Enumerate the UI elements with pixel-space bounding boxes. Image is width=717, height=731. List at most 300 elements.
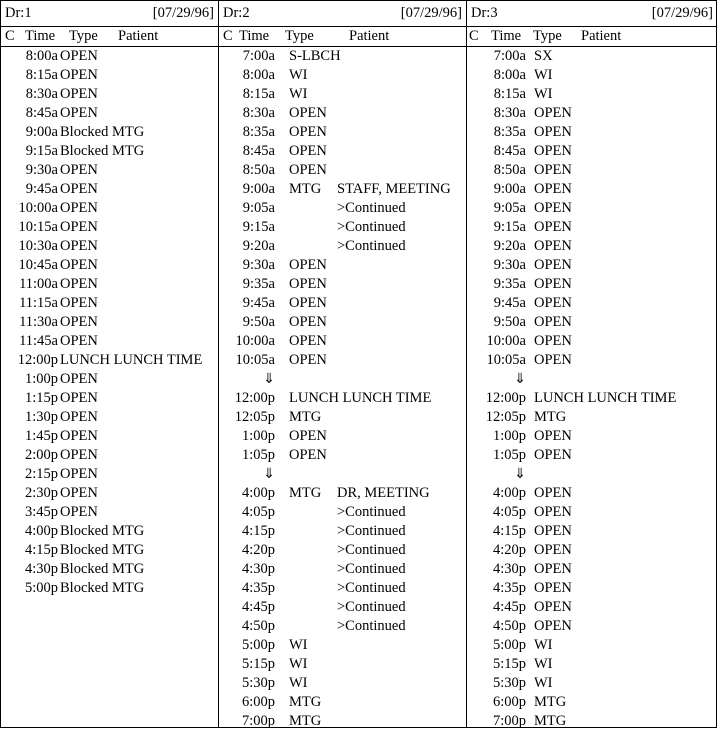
appointment-slot[interactable] [467,123,717,142]
slot-time: 9:20a [242,238,275,254]
heading-type: Type [533,28,562,44]
slot-time: 5:00p [24,580,58,596]
slot-type: OPEN [289,428,327,444]
slot-time: 4:00p [241,485,275,501]
appointment-slot[interactable] [219,389,466,408]
appointment-slot[interactable] [467,617,717,636]
heading-patient: Patient [581,28,622,44]
slot-time: 12:05p [485,409,526,425]
continuation-arrow-row [467,465,717,484]
slot-time: 1:00p [24,371,58,387]
appointment-slot[interactable] [219,541,466,560]
slot-time: 7:00p [492,713,526,729]
slot-type: OPEN [534,523,572,539]
appointment-slot[interactable] [1,484,218,503]
schedule-date: [07/29/96] [400,5,462,21]
appointment-slot[interactable] [467,218,717,237]
slot-time: 5:30p [492,675,526,691]
continuation-arrow-row [219,465,466,484]
slot-type: OPEN [289,276,327,292]
slot-time: 12:00p [17,352,58,368]
slot-type: OPEN [534,542,572,558]
down-arrow-icon: ⇓ [514,466,526,482]
slot-type: OPEN [289,257,327,273]
slot-type: MTG [534,409,567,425]
slot-type: OPEN [534,352,572,368]
slot-type: Blocked MTG [60,523,145,539]
slot-time: 5:00p [241,637,275,653]
appointment-slot[interactable] [467,712,717,731]
appointment-slot[interactable] [1,275,218,294]
slot-time: 4:50p [492,618,526,634]
slot-time: 8:35a [242,124,275,140]
appointment-slot[interactable] [219,104,466,123]
slot-time: 4:15p [241,523,275,539]
slot-patient: >Continued [337,599,406,615]
appointment-slot[interactable] [1,66,218,85]
slot-type: MTG [289,694,322,710]
appointment-slot[interactable] [467,522,717,541]
appointment-slot[interactable] [1,560,218,579]
slot-type: Blocked MTG [60,124,145,140]
appointment-slot[interactable] [219,712,466,731]
appointment-slot[interactable] [1,541,218,560]
slot-type: WI [289,637,308,653]
slot-type: WI [534,67,553,83]
appointment-slot[interactable] [219,693,466,712]
slot-time: 2:15p [24,466,58,482]
slot-time: 7:00a [493,48,526,64]
appointment-slot[interactable] [1,85,218,104]
slot-type: WI [534,675,553,691]
slot-time: 8:00a [493,67,526,83]
slot-type: OPEN [60,238,98,254]
appointment-slot[interactable] [467,693,717,712]
appointment-slot[interactable] [219,522,466,541]
slot-time: 9:30a [493,257,526,273]
slot-patient: STAFF, MEETING [337,181,451,197]
slot-time: 1:30p [24,409,58,425]
appointment-slot[interactable] [219,161,466,180]
slot-time: 9:20a [493,238,526,254]
slot-time: 10:05a [235,352,275,368]
slot-time: 1:05p [492,447,526,463]
slot-type: S-LBCH [289,48,341,64]
slot-time: 8:35a [493,124,526,140]
slot-time: 8:30a [242,105,275,121]
appointment-slot[interactable] [1,47,218,66]
appointment-slot[interactable] [1,142,218,161]
slot-type: OPEN [534,105,572,121]
appointment-slot[interactable] [1,237,218,256]
appointment-slot[interactable] [1,104,218,123]
appointment-slot[interactable] [219,560,466,579]
slot-time: 10:00a [235,333,275,349]
slot-type: OPEN [534,314,572,330]
appointment-slot[interactable] [1,294,218,313]
slot-type: OPEN [60,200,98,216]
slot-type: Blocked MTG [60,542,145,558]
slot-time: 5:15p [241,656,275,672]
slot-time: 4:30p [492,561,526,577]
slot-time: 8:30a [25,86,58,102]
appointment-slot[interactable] [1,256,218,275]
appointment-slot[interactable] [467,560,717,579]
slot-patient: >Continued [337,542,406,558]
slot-type: OPEN [534,599,572,615]
slot-patient: >Continued [337,219,406,235]
appointment-slot[interactable] [467,446,717,465]
appointment-slot[interactable] [1,389,218,408]
heading-patient: Patient [349,28,390,44]
appointment-slot[interactable] [219,598,466,617]
slot-type: OPEN [534,485,572,501]
slot-patient: >Continued [337,504,406,520]
appointment-slot[interactable] [219,237,466,256]
slot-time: 6:00p [241,694,275,710]
appointment-slot[interactable] [219,66,466,85]
slot-patient: >Continued [337,561,406,577]
appointment-slot[interactable] [219,294,466,313]
slot-time: 12:00p [485,390,526,406]
slot-time: 4:15p [492,523,526,539]
slot-type: OPEN [534,200,572,216]
slot-time: 11:15a [19,295,58,311]
slot-type: OPEN [60,333,98,349]
slot-time: 4:05p [241,504,275,520]
slot-time: 4:50p [241,618,275,634]
slot-time: 9:45a [242,295,275,311]
appointment-slot[interactable] [219,636,466,655]
doctor-column-2 [218,1,466,727]
doctor-column-1 [1,1,218,727]
appointment-slot[interactable] [1,332,218,351]
slot-type: OPEN [289,124,327,140]
slot-type: MTG [289,713,322,729]
slot-time: 1:15p [24,390,58,406]
appointment-slot[interactable] [467,541,717,560]
slot-time: 4:35p [241,580,275,596]
slot-time: 8:15a [493,86,526,102]
slot-time: 10:00a [18,200,58,216]
slot-type: WI [534,637,553,653]
slot-type: OPEN [60,67,98,83]
appointment-slot[interactable] [219,617,466,636]
appointment-list [1,47,218,598]
appointment-slot[interactable] [467,427,717,446]
appointment-slot[interactable] [219,674,466,693]
appointment-slot[interactable] [1,351,218,370]
appointment-slot[interactable] [467,275,717,294]
slot-type: LUNCH LUNCH TIME [289,390,432,406]
slot-type: OPEN [60,86,98,102]
down-arrow-icon: ⇓ [263,371,275,387]
slot-type: OPEN [289,352,327,368]
slot-time: 9:00a [25,124,58,140]
slot-type: OPEN [289,143,327,159]
slot-time: 9:30a [242,257,275,273]
slot-type: Blocked MTG [60,561,145,577]
slot-time: 1:00p [492,428,526,444]
appointment-slot[interactable] [219,351,466,370]
doctor-label: Dr:1 [5,5,32,21]
appointment-slot[interactable] [467,47,717,66]
slot-type: OPEN [60,390,98,406]
slot-time: 9:05a [493,200,526,216]
appointment-slot[interactable] [1,123,218,142]
slot-time: 4:00p [24,523,58,539]
slot-time: 8:45a [242,143,275,159]
heading-c: C [5,28,15,44]
slot-type: OPEN [60,48,98,64]
appointment-slot[interactable] [219,655,466,674]
column-headings [1,26,218,47]
slot-type: WI [534,86,553,102]
slot-type: OPEN [60,409,98,425]
slot-time: 3:45p [24,504,58,520]
appointment-slot[interactable] [219,142,466,161]
heading-c: C [469,28,479,44]
slot-type: WI [289,67,308,83]
appointment-slot[interactable] [1,579,218,598]
appointment-slot[interactable] [219,256,466,275]
appointment-slot[interactable] [467,351,717,370]
appointment-slot[interactable] [1,503,218,522]
appointment-slot[interactable] [1,218,218,237]
appointment-slot[interactable] [467,313,717,332]
slot-type: MTG [289,485,322,501]
slot-type: SX [534,48,553,64]
slot-time: 8:00a [242,67,275,83]
slot-time: 7:00p [241,713,275,729]
appointment-slot[interactable] [219,579,466,598]
slot-time: 1:05p [241,447,275,463]
slot-time: 5:15p [492,656,526,672]
slot-type: OPEN [534,561,572,577]
slot-time: 8:45a [493,143,526,159]
slot-type: LUNCH LUNCH TIME [60,352,203,368]
appointment-slot[interactable] [1,199,218,218]
heading-time: Time [25,28,56,44]
slot-time: 9:05a [242,200,275,216]
slot-time: 4:20p [241,542,275,558]
slot-time: 6:00p [492,694,526,710]
appointment-slot[interactable] [467,294,717,313]
doctor-column-3 [466,1,717,727]
appointment-slot[interactable] [219,332,466,351]
slot-time: 9:15a [493,219,526,235]
slot-time: 10:05a [486,352,526,368]
slot-time: 9:50a [493,314,526,330]
heading-patient: Patient [118,28,159,44]
down-arrow-icon: ⇓ [514,371,526,387]
appointment-slot[interactable] [1,161,218,180]
slot-patient: >Continued [337,200,406,216]
slot-time: 9:35a [242,276,275,292]
slot-time: 4:15p [24,542,58,558]
appointment-slot[interactable] [467,104,717,123]
appointment-slot[interactable] [467,579,717,598]
appointment-slot[interactable] [467,484,717,503]
slot-type: OPEN [60,428,98,444]
slot-time: 1:45p [24,428,58,444]
slot-type: OPEN [60,447,98,463]
slot-type: WI [289,675,308,691]
appointment-list [467,47,717,731]
appointment-slot[interactable] [1,522,218,541]
slot-type: LUNCH LUNCH TIME [534,390,677,406]
slot-time: 8:45a [25,105,58,121]
heading-time: Time [239,28,270,44]
slot-time: 9:15a [242,219,275,235]
slot-type: MTG [289,181,322,197]
slot-time: 9:00a [242,181,275,197]
appointment-slot[interactable] [467,256,717,275]
appointment-slot[interactable] [467,180,717,199]
slot-time: 5:00p [492,637,526,653]
slot-time: 9:50a [242,314,275,330]
slot-time: 4:45p [241,599,275,615]
slot-type: WI [534,656,553,672]
slot-type: OPEN [289,162,327,178]
slot-type: OPEN [60,295,98,311]
heading-type: Type [69,28,98,44]
slot-time: 8:15a [25,67,58,83]
slot-time: 9:45a [25,181,58,197]
column-header [1,1,218,25]
appointment-slot[interactable] [467,408,717,427]
appointment-slot[interactable] [467,674,717,693]
slot-type: OPEN [534,124,572,140]
appointment-slot[interactable] [1,427,218,446]
appointment-slot[interactable] [219,85,466,104]
slot-type: OPEN [60,485,98,501]
slot-time: 10:15a [18,219,58,235]
appointment-slot[interactable] [219,503,466,522]
appointment-slot[interactable] [219,427,466,446]
appointment-slot[interactable] [1,313,218,332]
slot-type: OPEN [534,238,572,254]
slot-type: OPEN [60,162,98,178]
slot-time: 9:15a [25,143,58,159]
slot-time: 12:00p [234,390,275,406]
appointment-slot[interactable] [219,47,466,66]
column-header [467,1,717,25]
appointment-slot[interactable] [1,446,218,465]
appointment-slot[interactable] [467,142,717,161]
appointment-slot[interactable] [219,275,466,294]
schedule-date: [07/29/96] [152,5,214,21]
slot-type: OPEN [289,333,327,349]
slot-type: WI [289,656,308,672]
slot-type: Blocked MTG [60,580,145,596]
continuation-arrow-row [467,370,717,389]
slot-type: OPEN [534,580,572,596]
slot-type: WI [289,86,308,102]
slot-patient: DR, MEETING [337,485,430,501]
slot-time: 4:30p [241,561,275,577]
heading-c: C [223,28,233,44]
slot-type: OPEN [60,371,98,387]
appointment-slot[interactable] [219,484,466,503]
appointment-slot[interactable] [467,636,717,655]
appointment-slot[interactable] [467,389,717,408]
slot-type: OPEN [60,181,98,197]
slot-type: OPEN [534,428,572,444]
slot-time: 11:00a [19,276,58,292]
appointment-slot[interactable] [219,218,466,237]
slot-type: OPEN [534,181,572,197]
heading-time: Time [491,28,522,44]
slot-time: 1:00p [241,428,275,444]
slot-time: 9:35a [493,276,526,292]
slot-type: OPEN [60,219,98,235]
column-headings [467,26,717,47]
doctor-label: Dr:2 [223,5,250,21]
slot-time: 8:00a [25,48,58,64]
appointment-slot[interactable] [219,313,466,332]
slot-type: OPEN [534,333,572,349]
slot-type: OPEN [60,504,98,520]
slot-type: OPEN [534,276,572,292]
slot-time: 5:30p [241,675,275,691]
slot-time: 8:50a [493,162,526,178]
appointment-slot[interactable] [219,199,466,218]
appointment-slot[interactable] [467,655,717,674]
appointment-slot[interactable] [1,465,218,484]
appointment-slot[interactable] [467,503,717,522]
slot-time: 11:45a [19,333,58,349]
appointment-slot[interactable] [1,408,218,427]
appointment-slot[interactable] [467,161,717,180]
slot-time: 7:00a [242,48,275,64]
appointment-slot[interactable] [1,370,218,389]
slot-time: 4:20p [492,542,526,558]
slot-time: 8:15a [242,86,275,102]
slot-type: OPEN [60,276,98,292]
appointment-slot[interactable] [467,237,717,256]
appointment-slot[interactable] [1,180,218,199]
slot-type: OPEN [60,257,98,273]
slot-type: OPEN [60,466,98,482]
appointment-slot[interactable] [467,85,717,104]
slot-type: MTG [534,694,567,710]
appointment-slot[interactable] [467,66,717,85]
appointment-slot[interactable] [219,180,466,199]
slot-type: OPEN [534,504,572,520]
slot-time: 4:30p [24,561,58,577]
appointment-slot[interactable] [467,598,717,617]
slot-patient: >Continued [337,523,406,539]
appointment-slot[interactable] [219,408,466,427]
appointment-list [219,47,466,731]
appointment-slot[interactable] [467,332,717,351]
slot-type: MTG [289,409,322,425]
slot-time: 4:45p [492,599,526,615]
slot-time: 9:30a [25,162,58,178]
slot-patient: >Continued [337,618,406,634]
slot-time: 2:30p [24,485,58,501]
appointment-slot[interactable] [467,199,717,218]
appointment-slot[interactable] [219,123,466,142]
slot-time: 12:05p [234,409,275,425]
appointment-slot[interactable] [219,446,466,465]
slot-type: OPEN [60,314,98,330]
column-headings [219,26,466,47]
slot-time: 10:00a [486,333,526,349]
column-header [219,1,466,25]
slot-time: 10:30a [18,238,58,254]
